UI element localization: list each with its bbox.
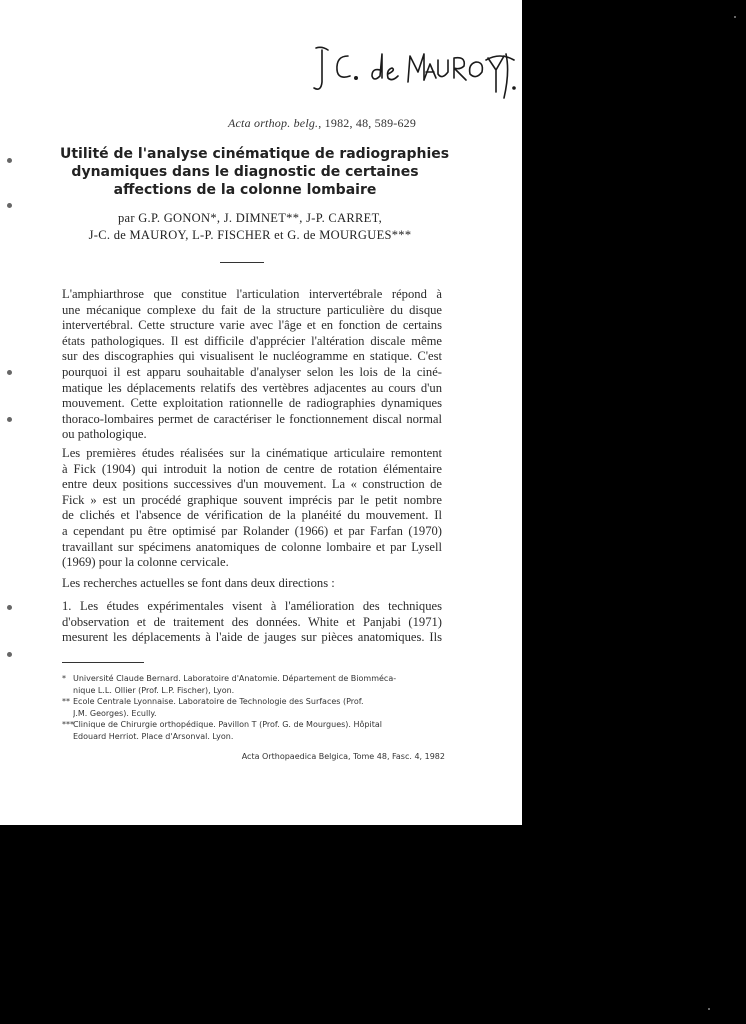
text-line: (1969) pour la colonne cervicale. bbox=[62, 555, 229, 570]
footnote bbox=[62, 696, 452, 719]
article-title bbox=[60, 145, 450, 199]
scan-speck bbox=[708, 1008, 710, 1010]
text-line: thoraco-lombaires permet de caractériser le fonctionnement discal normal bbox=[62, 411, 442, 426]
text-line: ou pathologique. bbox=[62, 427, 147, 442]
title-line-1: Utilité de l'analyse cinématique de radiographies bbox=[60, 146, 450, 162]
text-line: Fick » est un procédé graphique souvent imprécis par le petit nombre bbox=[62, 492, 442, 507]
text-line: travaillant sur spécimens anatomiques de colonne lombaire et par Lysell bbox=[62, 539, 442, 554]
paragraph-2 bbox=[62, 446, 442, 571]
paragraph-1 bbox=[62, 287, 442, 443]
text-line: à Fick (1904) qui introduit la notion de centre de rotation élémentaire bbox=[62, 461, 442, 476]
footnote-marker: * bbox=[62, 674, 66, 683]
footnote-line: Ecole Centrale Lyonnaise. Laboratoire de Technologie des Surfaces (Prof. bbox=[73, 697, 364, 706]
title-line-3: affections de la colonne lombaire bbox=[113, 182, 377, 198]
footnote-marker: ** bbox=[62, 697, 70, 706]
article-body bbox=[62, 287, 442, 651]
margin-mark bbox=[7, 370, 12, 375]
footnotes bbox=[62, 673, 452, 742]
footnote-line: Clinique de Chirurgie orthopédique. Pavillon T (Prof. G. de Mourgues). Hôpital bbox=[73, 720, 382, 729]
text-line: entre deux positions successives d'un mouvement. La « construction de bbox=[62, 477, 442, 492]
text-line: sur des discographies qui visualisent le nucléogramme en statique. C'est bbox=[62, 349, 442, 364]
text-line: a cependant pu être optimisé par Rolander (1966) et par Farfan (1970) bbox=[62, 523, 442, 538]
footnote-line: Edouard Herriot. Place d'Arsonval. Lyon. bbox=[73, 731, 234, 741]
text-line: L'amphiarthrose que constitue l'articulation intervertébrale répond à bbox=[62, 287, 442, 301]
scan-speck bbox=[734, 16, 736, 18]
footnote-line: Université Claude Bernard. Laboratoire d'Anatomie. Département de Biomméca- bbox=[73, 674, 397, 683]
footnote bbox=[62, 673, 452, 696]
margin-mark bbox=[7, 158, 12, 163]
citation-details: , 1982, 48, 589-629 bbox=[318, 116, 417, 130]
margin-mark bbox=[7, 203, 12, 208]
text-line: intervertébral. Cette structure varie avec l'âge et en fonction de certains bbox=[62, 318, 442, 333]
text-line: Les recherches actuelles se font dans deux directions : bbox=[62, 575, 335, 590]
title-separator bbox=[220, 262, 264, 263]
text-line: pourquoi il est apparu souhaitable d'analyser selon les lois de la ciné- bbox=[62, 364, 442, 379]
margin-mark bbox=[7, 605, 12, 610]
journal-footer: Acta Orthopaedica Belgica, Tome 48, Fasc. 4, 1982 bbox=[241, 752, 445, 761]
text-line: une mécanique complexe du fait de la structure particulière du disque bbox=[62, 302, 442, 317]
text-line: mouvement. Cette exploitation rationnelle de radiographies dynamiques bbox=[62, 396, 442, 411]
footnote-marker: *** bbox=[62, 720, 74, 729]
text-line: 1. Les études expérimentales visent à l'amélioration des techniques bbox=[62, 599, 442, 614]
paragraph-3 bbox=[62, 576, 442, 592]
text-line: mesurent les déplacements à l'aide de jauges sur pièces anatomiques. Ils bbox=[62, 630, 442, 645]
margin-mark bbox=[7, 417, 12, 422]
text-line: de clichés et l'absence de vérification de la planéité du mouvement. Il bbox=[62, 508, 442, 523]
margin-mark bbox=[7, 652, 12, 657]
paragraph-4 bbox=[62, 599, 442, 646]
text-line: états pathologiques. Il est difficile d'apprécier l'altération discale même bbox=[62, 333, 442, 348]
text-line: d'observation et de traitement des données. White et Panjabi (1971) bbox=[62, 614, 442, 629]
footnote-separator bbox=[62, 662, 144, 663]
handwritten-signature bbox=[310, 42, 522, 100]
journal-abbrev: Acta orthop. belg. bbox=[228, 116, 319, 130]
text-line: Les premières études réalisées sur la cinématique articulaire remontent bbox=[62, 445, 442, 460]
scan-background-right bbox=[522, 0, 746, 825]
authors-line-1: par G.P. GONON*, J. DIMNET**, J-P. CARRET, bbox=[117, 211, 383, 225]
footnote-line: nique L.L. Ollier (Prof. L.P. Fischer), Lyon. bbox=[73, 685, 235, 695]
footnote-line: J.M. Georges). Ecully. bbox=[73, 708, 157, 718]
footnote bbox=[62, 719, 452, 742]
authors-line-2: J-C. de MAUROY, L-P. FISCHER et G. de MOURGUES*** bbox=[88, 228, 412, 242]
scan-background-bottom bbox=[0, 825, 746, 1024]
author-list bbox=[60, 210, 440, 244]
text-line: matique les déplacements relatifs des vertèbres adjacentes au cours d'un bbox=[62, 380, 442, 395]
title-line-2: dynamiques dans le diagnostic de certaines bbox=[71, 164, 419, 180]
citation-line bbox=[228, 116, 478, 131]
